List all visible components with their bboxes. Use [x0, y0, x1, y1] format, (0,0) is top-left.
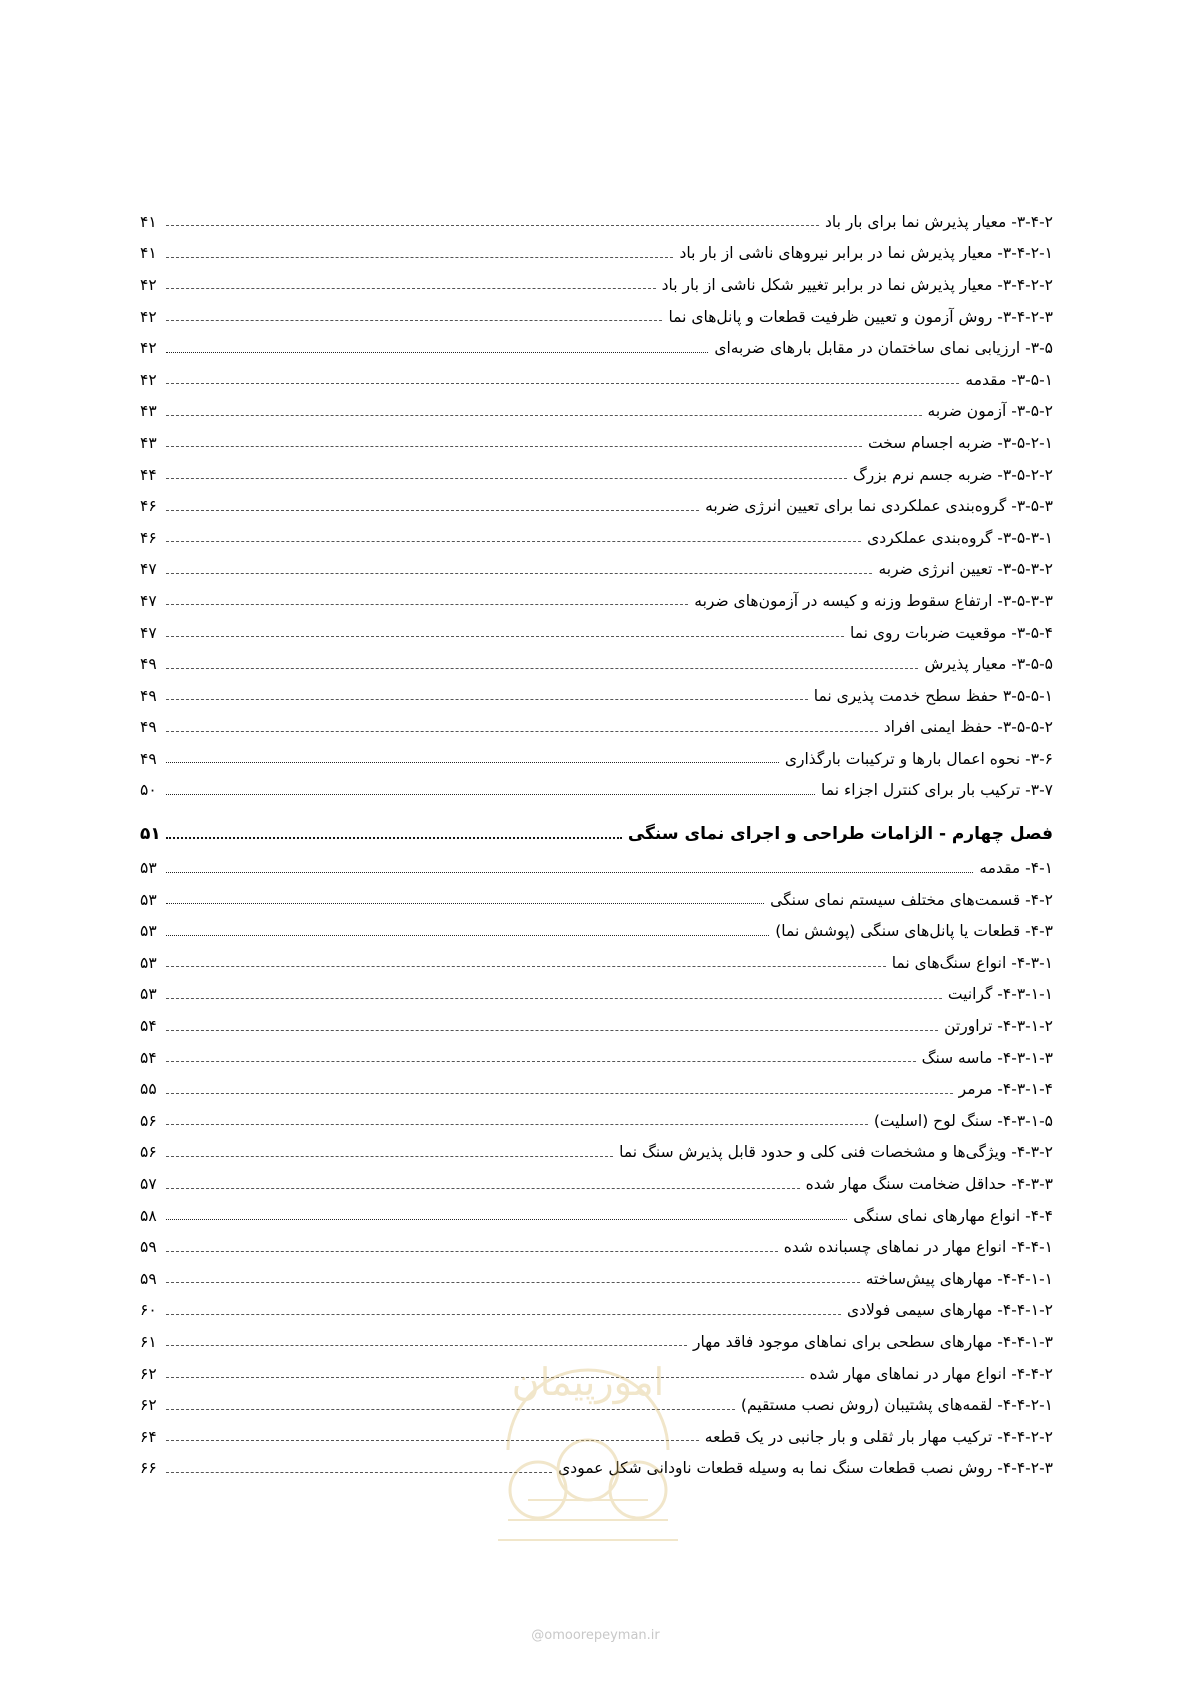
- toc-entry[interactable]: [140, 680, 1053, 712]
- toc-entry-title: ۳-۵-۲-۲- ضربه جسم نرم بزرگ: [849, 466, 1053, 484]
- toc-entry-page: ۵۶: [140, 1111, 157, 1130]
- toc-entry-page: ۴۴: [140, 465, 157, 484]
- toc-entry-page: ۶۰: [140, 1301, 157, 1320]
- toc-entry-page: ۵۳: [140, 922, 157, 941]
- toc-entry-title: ۳-۵-۲- آزمون ضربه: [924, 402, 1053, 420]
- toc-entry[interactable]: [140, 1295, 1053, 1327]
- footer-website: @omoorepeyman.ir: [531, 1628, 660, 1643]
- leader-line: [166, 731, 878, 732]
- toc-entry[interactable]: [140, 915, 1053, 947]
- toc-entry[interactable]: [140, 269, 1053, 301]
- toc-entry-page: ۶۲: [140, 1396, 157, 1415]
- toc-entry-title: ۳-۴-۲-۲- معیار پذیرش نما در برابر تغییر شکل ناشی از بار باد: [658, 276, 1053, 294]
- toc-entry-page: ۴۳: [140, 402, 157, 421]
- toc-entry-page: ۴۷: [140, 591, 157, 610]
- toc-entry-title: ۴-۴-۲-۲- ترکیب مهار بار ثقلی و بار جانبی در یک قطعه: [701, 1428, 1053, 1446]
- toc-entry-title: ۳-۶- نحوه اعمال بارها و ترکیبات بارگذاری: [781, 750, 1053, 768]
- leader-line: [166, 573, 872, 574]
- leader-line: [166, 352, 708, 353]
- toc-entry-page: ۴۲: [140, 307, 157, 326]
- toc-entry-page: ۵۶: [140, 1143, 157, 1162]
- toc-entry-page: ۴۱: [140, 212, 157, 231]
- toc-entry-title: ۴-۴-۱-۱- مهارهای پیش‌ساخته: [862, 1270, 1053, 1288]
- toc-entry-title: ۳-۴-۲-۳- روش آزمون و تعیین ظرفیت قطعات و پانل‌های نما: [664, 308, 1053, 326]
- toc-entry[interactable]: [140, 979, 1053, 1011]
- toc-entry[interactable]: [140, 743, 1053, 775]
- toc-entry[interactable]: [140, 396, 1053, 428]
- chapter-heading[interactable]: [140, 816, 1053, 852]
- toc-entry[interactable]: [140, 1137, 1053, 1169]
- toc-entry-title: ۳-۵-۳- گروه‌بندی عملکردی نما برای تعیین انرژی ضربه: [701, 497, 1053, 515]
- toc-entry-title: ۳-۵-۳-۱- گروه‌بندی عملکردی: [863, 529, 1053, 547]
- toc-entry[interactable]: [140, 459, 1053, 491]
- toc-entry-title: ۳-۵-۱- مقدمه: [961, 371, 1053, 389]
- toc-entry-page: ۵۸: [140, 1206, 157, 1225]
- toc-entry[interactable]: [140, 712, 1053, 744]
- leader-line: [166, 320, 662, 321]
- leader-line: [166, 257, 673, 258]
- dot-leader: [166, 837, 622, 839]
- toc-entry[interactable]: [140, 617, 1053, 649]
- toc-entry-page: ۵۰: [140, 781, 157, 800]
- toc-entry[interactable]: [140, 490, 1053, 522]
- toc-entry-page: ۴۲: [140, 275, 157, 294]
- toc-entry[interactable]: [140, 884, 1053, 916]
- leader-line: [166, 1061, 916, 1062]
- leader-line: [166, 1124, 868, 1125]
- leader-line: [166, 998, 942, 999]
- leader-line: [166, 604, 688, 605]
- toc-entry[interactable]: [140, 1200, 1053, 1232]
- toc-entry[interactable]: [140, 1263, 1053, 1295]
- toc-entry-title: ۴-۲- قسمت‌های مختلف سیستم نمای سنگی: [766, 891, 1053, 909]
- leader-line: [166, 935, 769, 936]
- toc-entry-title: ۴-۳-۱-۲- تراورتن: [940, 1017, 1053, 1035]
- toc-entry-title: ۳-۵-۴- موقعیت ضربات روی نما: [846, 624, 1053, 642]
- toc-entry-title: ۳-۵-۵-۱ حفظ سطح خدمت پذیری نما: [810, 687, 1053, 705]
- toc-entry-title: ۴-۴-۱-۳- مهارهای سطحی برای نماهای موجود فاقد مهار: [689, 1333, 1053, 1351]
- toc-entry-page: ۶۶: [140, 1459, 157, 1478]
- toc-entry-page: ۴۹: [140, 686, 157, 705]
- toc-entry-page: ۴۱: [140, 244, 157, 263]
- toc-entry-title: ۳-۵-۲-۱- ضربه اجسام سخت: [864, 434, 1053, 452]
- toc-entry-page: ۴۹: [140, 749, 157, 768]
- toc-entry-title: ۴-۳-۱-۱- گرانیت: [944, 985, 1053, 1003]
- toc-entry-page: ۴۶: [140, 528, 157, 547]
- leader-line: [166, 636, 844, 637]
- leader-line: [166, 794, 815, 795]
- toc-entry-title: ۴-۴-۲- انواع مهار در نماهای مهار شده: [806, 1365, 1053, 1383]
- toc-entry-title: ۳-۵-۳-۳- ارتفاع سقوط وزنه و کیسه در آزمون‌های ضربه: [690, 592, 1053, 610]
- toc-entry-page: ۴۲: [140, 339, 157, 358]
- toc-entry-page: ۴۲: [140, 370, 157, 389]
- toc-entry-page: ۵۷: [140, 1175, 157, 1194]
- toc-entry[interactable]: [140, 1010, 1053, 1042]
- leader-line: [166, 1314, 841, 1315]
- toc-entry-page: ۶۱: [140, 1332, 157, 1351]
- leader-line: [166, 383, 959, 384]
- toc-entry-title: ۴-۳-۱-۳- ماسه سنگ: [918, 1049, 1053, 1067]
- toc-entry[interactable]: [140, 947, 1053, 979]
- chapter-page-number: ۵۱: [140, 824, 161, 845]
- toc-entry[interactable]: [140, 522, 1053, 554]
- leader-line: [166, 1251, 778, 1252]
- leader-line: [166, 1093, 953, 1094]
- toc-block-chapter-3: [140, 206, 1053, 806]
- table-of-contents: [140, 206, 1053, 1484]
- toc-entry-title: ۴-۳- قطعات یا پانل‌های سنگی (پوشش نما): [771, 922, 1053, 940]
- toc-entry[interactable]: [140, 1042, 1053, 1074]
- leader-line: [166, 903, 764, 904]
- leader-line: [166, 446, 862, 447]
- toc-entry-page: ۵۳: [140, 859, 157, 878]
- toc-entry-page: ۵۴: [140, 1048, 157, 1067]
- leader-line: [166, 510, 699, 511]
- leader-line: [166, 1188, 800, 1189]
- toc-entry-title: ۴-۱- مقدمه: [975, 859, 1053, 877]
- toc-entry-page: ۴۹: [140, 655, 157, 674]
- leader-line: [166, 415, 922, 416]
- leader-line: [166, 1219, 847, 1220]
- toc-entry-page: ۵۹: [140, 1269, 157, 1288]
- leader-line: [166, 872, 973, 873]
- toc-entry-page: ۴۶: [140, 497, 157, 516]
- toc-entry[interactable]: [140, 427, 1053, 459]
- toc-entry-page: ۵۳: [140, 953, 157, 972]
- toc-entry-title: ۴-۳-۳- حداقل ضخامت سنگ مهار شده: [802, 1175, 1053, 1193]
- leader-line: [166, 225, 819, 226]
- toc-entry[interactable]: [140, 1168, 1053, 1200]
- toc-entry-title: ۳-۷- ترکیب بار برای کنترل اجزاء نما: [817, 781, 1053, 799]
- toc-entry-title: ۴-۴-۱- انواع مهار در نماهای چسبانده شده: [780, 1238, 1053, 1256]
- toc-entry-page: ۵۹: [140, 1238, 157, 1257]
- toc-entry[interactable]: [140, 554, 1053, 586]
- toc-entry-page: ۵۵: [140, 1080, 157, 1099]
- toc-entry-page: ۵۳: [140, 890, 157, 909]
- toc-entry-title: ۴-۴-۲-۱- لقمه‌های پشتیبان (روش نصب مستقیم): [737, 1396, 1053, 1414]
- toc-entry[interactable]: [140, 852, 1053, 884]
- watermark-seal: [468, 1340, 708, 1550]
- toc-entry[interactable]: [140, 238, 1053, 270]
- leader-line: [166, 1282, 860, 1283]
- leader-line: [166, 668, 918, 669]
- toc-entry-title: ۳-۴-۲-۱- معیار پذیرش نما در برابر نیروهای ناشی از بار باد: [675, 244, 1053, 262]
- toc-entry-page: ۶۴: [140, 1427, 157, 1446]
- toc-entry-title: ۴-۳-۱-۵- سنگ لوح (اسلیت): [870, 1112, 1053, 1130]
- toc-entry-title: ۴-۴- انواع مهارهای نمای سنگی: [849, 1207, 1053, 1225]
- toc-entry-page: ۵۳: [140, 985, 157, 1004]
- leader-line: [166, 478, 847, 479]
- toc-entry-page: ۴۷: [140, 560, 157, 579]
- toc-entry-title: ۴-۳-۱-۴- مرمر: [955, 1080, 1053, 1098]
- toc-entry-title: ۴-۳-۲- ویژگی‌ها و مشخصات فنی کلی و حدود قابل پذیرش سنگ نما: [615, 1143, 1053, 1161]
- toc-entry[interactable]: [140, 648, 1053, 680]
- toc-entry[interactable]: [140, 1231, 1053, 1263]
- toc-entry[interactable]: [140, 585, 1053, 617]
- toc-entry-title: ۳-۵-۵-۲- حفظ ایمنی افراد: [880, 718, 1053, 736]
- toc-entry[interactable]: [140, 775, 1053, 807]
- toc-entry[interactable]: [140, 1105, 1053, 1137]
- leader-line: [166, 1030, 938, 1031]
- toc-entry-page: ۴۷: [140, 623, 157, 642]
- toc-entry[interactable]: [140, 364, 1053, 396]
- leader-line: [166, 699, 808, 700]
- toc-entry-page: ۴۹: [140, 718, 157, 737]
- leader-line: [166, 762, 779, 763]
- leader-line: [166, 966, 886, 967]
- toc-entry-title: ۴-۳-۱- انواع سنگ‌های نما: [888, 954, 1053, 972]
- leader-line: [166, 288, 656, 289]
- toc-entry-page: ۶۲: [140, 1364, 157, 1383]
- chapter-title: فصل چهارم - الزامات طراحی و اجرای نمای سنگی: [624, 824, 1053, 844]
- toc-entry-title: ۴-۴-۲-۳- روش نصب قطعات سنگ نما به وسیله قطعات ناودانی شکل عمودی: [554, 1459, 1053, 1477]
- toc-entry-page: ۵۴: [140, 1017, 157, 1036]
- toc-entry-title: ۳-۵-۵- معیار پذیرش: [920, 655, 1053, 673]
- leader-line: [166, 541, 861, 542]
- toc-entry[interactable]: [140, 1073, 1053, 1105]
- toc-entry-title: ۳-۵-۳-۲- تعیین انرژی ضربه: [874, 560, 1053, 578]
- toc-entry[interactable]: [140, 332, 1053, 364]
- toc-entry-title: ۳-۴-۲- معیار پذیرش نما برای بار باد: [821, 213, 1053, 231]
- leader-line: [166, 1156, 613, 1157]
- watermark-text: امورپیمان: [511, 1360, 665, 1404]
- toc-entry-page: ۴۳: [140, 433, 157, 452]
- toc-entry[interactable]: [140, 206, 1053, 238]
- toc-entry-title: ۳-۵- ارزیابی نمای ساختمان در مقابل بارهای ضربه‌ای: [710, 339, 1053, 357]
- toc-entry-title: ۴-۴-۱-۲- مهارهای سیمی فولادی: [843, 1301, 1053, 1319]
- toc-entry[interactable]: [140, 301, 1053, 333]
